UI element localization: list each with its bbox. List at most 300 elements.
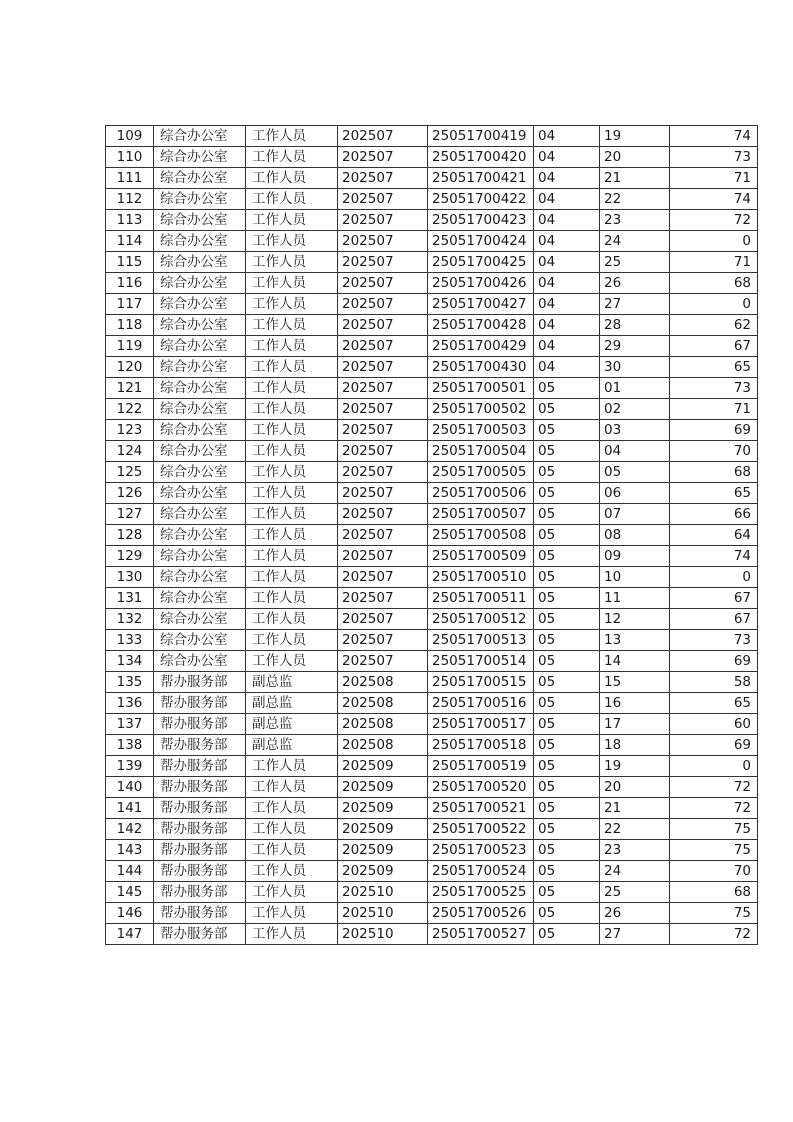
score-cell: 75 [670,840,758,861]
ticket-number-cell: 25051700525 [428,882,534,903]
score-cell: 68 [670,882,758,903]
seat-cell: 17 [600,714,670,735]
room-cell: 04 [534,210,600,231]
table-row [106,903,758,924]
ticket-number-cell: 25051700423 [428,210,534,231]
position-cell: 工作人员 [246,189,338,210]
department-cell: 帮办服务部 [154,756,246,777]
ticket-number-cell: 25051700510 [428,567,534,588]
table-row [106,189,758,210]
ticket-number-cell: 25051700503 [428,420,534,441]
position-code-cell: 202507 [338,189,428,210]
ticket-number-cell: 25051700524 [428,861,534,882]
table-row [106,840,758,861]
ticket-number-cell: 25051700511 [428,588,534,609]
ticket-number-cell: 25051700522 [428,819,534,840]
seq-cell: 115 [106,252,154,273]
room-cell: 05 [534,630,600,651]
seat-cell: 10 [600,567,670,588]
department-cell: 综合办公室 [154,525,246,546]
department-cell: 综合办公室 [154,189,246,210]
position-cell: 工作人员 [246,378,338,399]
ticket-number-cell: 25051700517 [428,714,534,735]
table-row [106,273,758,294]
position-cell: 工作人员 [246,840,338,861]
position-cell: 工作人员 [246,903,338,924]
seat-cell: 01 [600,378,670,399]
ticket-number-cell: 25051700427 [428,294,534,315]
position-code-cell: 202510 [338,882,428,903]
position-cell: 副总监 [246,672,338,693]
position-code-cell: 202509 [338,777,428,798]
score-cell: 73 [670,630,758,651]
department-cell: 综合办公室 [154,504,246,525]
room-cell: 05 [534,735,600,756]
position-code-cell: 202507 [338,231,428,252]
department-cell: 综合办公室 [154,630,246,651]
position-cell: 工作人员 [246,483,338,504]
ticket-number-cell: 25051700429 [428,336,534,357]
position-cell: 工作人员 [246,357,338,378]
department-cell: 综合办公室 [154,273,246,294]
ticket-number-cell: 25051700430 [428,357,534,378]
position-code-cell: 202507 [338,378,428,399]
table-row [106,693,758,714]
room-cell: 05 [534,441,600,462]
position-code-cell: 202507 [338,462,428,483]
score-cell: 70 [670,441,758,462]
score-cell: 74 [670,189,758,210]
ticket-number-cell: 25051700506 [428,483,534,504]
room-cell: 05 [534,903,600,924]
ticket-number-cell: 25051700505 [428,462,534,483]
score-cell: 67 [670,588,758,609]
room-cell: 05 [534,756,600,777]
seat-cell: 27 [600,924,670,945]
table-row [106,777,758,798]
ticket-number-cell: 25051700507 [428,504,534,525]
seq-cell: 121 [106,378,154,399]
seat-cell: 06 [600,483,670,504]
table-row [106,525,758,546]
seat-cell: 14 [600,651,670,672]
position-code-cell: 202507 [338,567,428,588]
position-code-cell: 202509 [338,798,428,819]
seq-cell: 130 [106,567,154,588]
position-code-cell: 202507 [338,483,428,504]
ticket-number-cell: 25051700512 [428,609,534,630]
position-cell: 工作人员 [246,252,338,273]
table-row [106,126,758,147]
room-cell: 05 [534,798,600,819]
table-row [106,714,758,735]
score-cell: 65 [670,693,758,714]
department-cell: 综合办公室 [154,462,246,483]
seat-cell: 29 [600,336,670,357]
seq-cell: 123 [106,420,154,441]
table-row [106,651,758,672]
seat-cell: 07 [600,504,670,525]
room-cell: 04 [534,336,600,357]
score-cell: 67 [670,336,758,357]
position-cell: 工作人员 [246,210,338,231]
ticket-number-cell: 25051700422 [428,189,534,210]
ticket-number-cell: 25051700523 [428,840,534,861]
room-cell: 05 [534,588,600,609]
table-row [106,672,758,693]
score-cell: 68 [670,273,758,294]
seq-cell: 137 [106,714,154,735]
score-cell: 75 [670,819,758,840]
seat-cell: 15 [600,672,670,693]
score-cell: 69 [670,735,758,756]
department-cell: 帮办服务部 [154,882,246,903]
department-cell: 帮办服务部 [154,903,246,924]
seq-cell: 126 [106,483,154,504]
score-cell: 65 [670,357,758,378]
score-cell: 71 [670,399,758,420]
table-body [106,126,758,945]
position-cell: 工作人员 [246,420,338,441]
department-cell: 综合办公室 [154,357,246,378]
ticket-number-cell: 25051700521 [428,798,534,819]
seq-cell: 109 [106,126,154,147]
department-cell: 综合办公室 [154,546,246,567]
score-cell: 72 [670,210,758,231]
seq-cell: 134 [106,651,154,672]
ticket-number-cell: 25051700428 [428,315,534,336]
room-cell: 04 [534,126,600,147]
room-cell: 04 [534,294,600,315]
room-cell: 05 [534,504,600,525]
position-cell: 工作人员 [246,294,338,315]
seq-cell: 140 [106,777,154,798]
score-cell: 71 [670,168,758,189]
table-row [106,924,758,945]
seat-cell: 08 [600,525,670,546]
position-cell: 工作人员 [246,567,338,588]
seat-cell: 04 [600,441,670,462]
room-cell: 04 [534,273,600,294]
position-code-cell: 202510 [338,924,428,945]
position-code-cell: 202507 [338,399,428,420]
score-cell: 75 [670,903,758,924]
table-row [106,630,758,651]
room-cell: 05 [534,609,600,630]
seat-cell: 19 [600,126,670,147]
ticket-number-cell: 25051700420 [428,147,534,168]
room-cell: 05 [534,819,600,840]
department-cell: 帮办服务部 [154,861,246,882]
score-cell: 69 [670,651,758,672]
seat-cell: 25 [600,882,670,903]
room-cell: 04 [534,189,600,210]
table-row [106,294,758,315]
department-cell: 综合办公室 [154,588,246,609]
room-cell: 05 [534,882,600,903]
position-cell: 副总监 [246,735,338,756]
room-cell: 04 [534,168,600,189]
seq-cell: 114 [106,231,154,252]
position-code-cell: 202507 [338,336,428,357]
table-row [106,315,758,336]
seq-cell: 124 [106,441,154,462]
score-cell: 0 [670,294,758,315]
seq-cell: 136 [106,693,154,714]
seat-cell: 09 [600,546,670,567]
ticket-number-cell: 25051700501 [428,378,534,399]
room-cell: 05 [534,567,600,588]
position-cell: 副总监 [246,693,338,714]
position-code-cell: 202507 [338,588,428,609]
seq-cell: 129 [106,546,154,567]
score-cell: 72 [670,798,758,819]
table-row [106,504,758,525]
room-cell: 04 [534,147,600,168]
position-code-cell: 202507 [338,546,428,567]
seat-cell: 26 [600,273,670,294]
position-code-cell: 202507 [338,252,428,273]
table-row [106,231,758,252]
seat-cell: 13 [600,630,670,651]
ticket-number-cell: 25051700514 [428,651,534,672]
position-cell: 工作人员 [246,777,338,798]
department-cell: 帮办服务部 [154,714,246,735]
table-row [106,861,758,882]
position-cell: 工作人员 [246,798,338,819]
room-cell: 05 [534,546,600,567]
seat-cell: 12 [600,609,670,630]
seq-cell: 120 [106,357,154,378]
position-code-cell: 202507 [338,504,428,525]
position-cell: 工作人员 [246,546,338,567]
room-cell: 04 [534,357,600,378]
table-row [106,882,758,903]
position-code-cell: 202507 [338,441,428,462]
table-row [106,462,758,483]
position-cell: 工作人员 [246,882,338,903]
score-table [105,125,758,945]
department-cell: 综合办公室 [154,336,246,357]
seq-cell: 141 [106,798,154,819]
department-cell: 帮办服务部 [154,693,246,714]
seat-cell: 21 [600,798,670,819]
seq-cell: 122 [106,399,154,420]
room-cell: 05 [534,462,600,483]
seq-cell: 116 [106,273,154,294]
position-cell: 工作人员 [246,336,338,357]
seq-cell: 144 [106,861,154,882]
department-cell: 帮办服务部 [154,840,246,861]
seat-cell: 18 [600,735,670,756]
ticket-number-cell: 25051700419 [428,126,534,147]
seat-cell: 22 [600,819,670,840]
ticket-number-cell: 25051700515 [428,672,534,693]
ticket-number-cell: 25051700425 [428,252,534,273]
seq-cell: 112 [106,189,154,210]
department-cell: 综合办公室 [154,210,246,231]
table-row [106,441,758,462]
score-cell: 0 [670,756,758,777]
department-cell: 帮办服务部 [154,819,246,840]
table-row [106,147,758,168]
position-cell: 工作人员 [246,147,338,168]
room-cell: 05 [534,399,600,420]
score-cell: 73 [670,147,758,168]
table-row [106,252,758,273]
table-row [106,483,758,504]
table-row [106,420,758,441]
seat-cell: 26 [600,903,670,924]
seq-cell: 135 [106,672,154,693]
position-code-cell: 202507 [338,126,428,147]
ticket-number-cell: 25051700518 [428,735,534,756]
department-cell: 综合办公室 [154,567,246,588]
department-cell: 帮办服务部 [154,924,246,945]
table-row [106,168,758,189]
position-code-cell: 202509 [338,756,428,777]
position-code-cell: 202507 [338,315,428,336]
ticket-number-cell: 25051700421 [428,168,534,189]
ticket-number-cell: 25051700527 [428,924,534,945]
seq-cell: 146 [106,903,154,924]
seat-cell: 03 [600,420,670,441]
position-cell: 工作人员 [246,651,338,672]
room-cell: 04 [534,231,600,252]
seat-cell: 24 [600,861,670,882]
position-code-cell: 202507 [338,630,428,651]
ticket-number-cell: 25051700426 [428,273,534,294]
position-cell: 工作人员 [246,819,338,840]
ticket-number-cell: 25051700519 [428,756,534,777]
seat-cell: 27 [600,294,670,315]
score-cell: 74 [670,126,758,147]
department-cell: 综合办公室 [154,126,246,147]
department-cell: 综合办公室 [154,441,246,462]
table-row [106,819,758,840]
department-cell: 综合办公室 [154,483,246,504]
seq-cell: 125 [106,462,154,483]
department-cell: 综合办公室 [154,252,246,273]
seat-cell: 05 [600,462,670,483]
position-code-cell: 202508 [338,693,428,714]
seq-cell: 145 [106,882,154,903]
table-row [106,567,758,588]
position-code-cell: 202507 [338,168,428,189]
seq-cell: 131 [106,588,154,609]
seq-cell: 132 [106,609,154,630]
department-cell: 综合办公室 [154,420,246,441]
department-cell: 综合办公室 [154,378,246,399]
score-cell: 72 [670,777,758,798]
department-cell: 综合办公室 [154,147,246,168]
seat-cell: 23 [600,210,670,231]
department-cell: 综合办公室 [154,294,246,315]
ticket-number-cell: 25051700509 [428,546,534,567]
room-cell: 05 [534,378,600,399]
position-cell: 工作人员 [246,231,338,252]
position-code-cell: 202507 [338,525,428,546]
seat-cell: 21 [600,168,670,189]
score-cell: 69 [670,420,758,441]
seat-cell: 20 [600,777,670,798]
room-cell: 05 [534,840,600,861]
position-cell: 工作人员 [246,588,338,609]
ticket-number-cell: 25051700520 [428,777,534,798]
room-cell: 05 [534,651,600,672]
score-cell: 70 [670,861,758,882]
position-cell: 工作人员 [246,630,338,651]
table-row [106,735,758,756]
seq-cell: 147 [106,924,154,945]
position-cell: 工作人员 [246,441,338,462]
ticket-number-cell: 25051700526 [428,903,534,924]
room-cell: 05 [534,777,600,798]
position-cell: 工作人员 [246,126,338,147]
ticket-number-cell: 25051700424 [428,231,534,252]
seq-cell: 143 [106,840,154,861]
seq-cell: 117 [106,294,154,315]
department-cell: 帮办服务部 [154,735,246,756]
position-code-cell: 202508 [338,672,428,693]
seq-cell: 113 [106,210,154,231]
seq-cell: 128 [106,525,154,546]
room-cell: 05 [534,483,600,504]
score-cell: 68 [670,462,758,483]
position-cell: 工作人员 [246,399,338,420]
position-code-cell: 202508 [338,714,428,735]
table-row [106,756,758,777]
position-code-cell: 202509 [338,840,428,861]
score-cell: 60 [670,714,758,735]
seat-cell: 02 [600,399,670,420]
position-code-cell: 202507 [338,210,428,231]
seq-cell: 133 [106,630,154,651]
ticket-number-cell: 25051700516 [428,693,534,714]
seq-cell: 118 [106,315,154,336]
score-cell: 72 [670,924,758,945]
table-row [106,609,758,630]
seq-cell: 142 [106,819,154,840]
score-cell: 0 [670,567,758,588]
score-cell: 66 [670,504,758,525]
seq-cell: 139 [106,756,154,777]
room-cell: 05 [534,525,600,546]
score-cell: 62 [670,315,758,336]
position-code-cell: 202510 [338,903,428,924]
position-cell: 工作人员 [246,609,338,630]
position-code-cell: 202507 [338,273,428,294]
seq-cell: 119 [106,336,154,357]
seq-cell: 138 [106,735,154,756]
position-code-cell: 202507 [338,357,428,378]
department-cell: 帮办服务部 [154,672,246,693]
position-code-cell: 202508 [338,735,428,756]
seat-cell: 19 [600,756,670,777]
table-row [106,210,758,231]
position-code-cell: 202507 [338,294,428,315]
seat-cell: 22 [600,189,670,210]
position-cell: 工作人员 [246,504,338,525]
table-row [106,378,758,399]
department-cell: 帮办服务部 [154,798,246,819]
seat-cell: 23 [600,840,670,861]
department-cell: 综合办公室 [154,651,246,672]
room-cell: 04 [534,315,600,336]
department-cell: 综合办公室 [154,609,246,630]
score-cell: 0 [670,231,758,252]
position-code-cell: 202509 [338,819,428,840]
